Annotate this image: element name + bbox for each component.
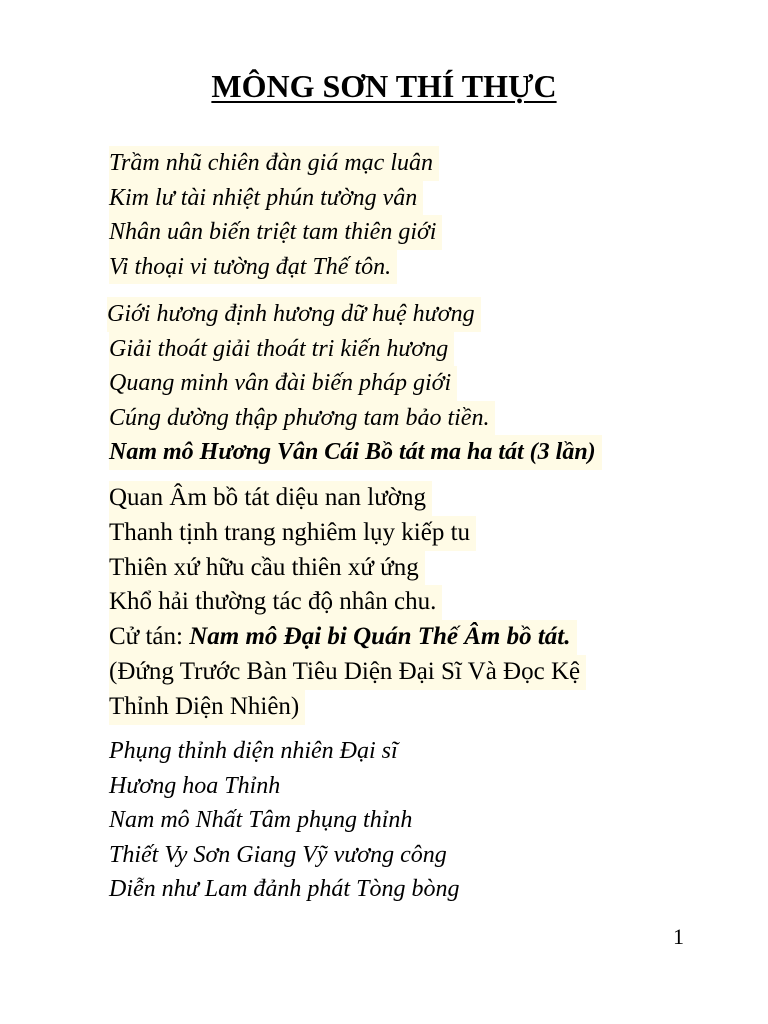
verse-line: Thiết Vy Sơn Giang Vỹ vương công (109, 841, 447, 868)
page-title (0, 68, 768, 105)
stanza-invocation (109, 734, 465, 907)
chant-prefix: Cử tán: (109, 623, 190, 651)
instruction-note-line: Thỉnh Diện Nhiên) (109, 690, 305, 725)
stanza-incense-verse (109, 146, 442, 284)
verse-line: Trầm nhũ chiên đàn giá mạc luân (109, 146, 439, 181)
stanza-precept-incense (109, 297, 602, 470)
verse-line: Kim lư tài nhiệt phún tường vân (109, 181, 423, 216)
verse-line: Thanh tịnh trang nghiêm lụy kiếp tu (109, 516, 476, 551)
chant-line (109, 620, 577, 655)
verse-line: Giới hương định hương dữ huệ hương (107, 297, 481, 332)
verse-line: Phụng thỉnh diện nhiên Đại sĩ (109, 738, 398, 764)
verse-line: Giải thoát giải thoát tri kiến hương (109, 332, 454, 367)
verse-line: Diễn như Lam đảnh phát Tòng bòng (109, 876, 460, 902)
page-title-text: MÔNG SƠN THÍ THỰC (211, 68, 557, 104)
verse-line: Khổ hải thường tác độ nhân chu. (109, 585, 442, 620)
verse-line: Cúng dường thập phương tam bảo tiền. (109, 401, 495, 436)
verse-line: Nhân uân biến triệt tam thiên giới (109, 215, 442, 250)
instruction-note-line: (Đứng Trước Bàn Tiêu Diện Đại Sĩ Và Đọc Kệ (109, 655, 586, 690)
verse-line: Hương hoa Thỉnh (109, 772, 281, 799)
chant-text: Nam mô Đại bi Quán Thế Âm bồ tát. (189, 623, 571, 651)
refrain-line: Nam mô Hương Vân Cái Bồ tát ma ha tát (3 lần) (109, 435, 602, 470)
stanza-quan-am (109, 481, 586, 725)
verse-line: Quang minh vân đài biến pháp giới (109, 366, 457, 401)
verse-line: Nam mô Nhất Tâm phụng thỉnh (109, 807, 413, 833)
page-number: 1 (673, 924, 684, 949)
verse-line: Thiên xứ hữu cầu thiên xứ ứng (109, 551, 425, 586)
verse-line: Quan Âm bồ tát diệu nan lường (109, 481, 432, 516)
verse-line: Vi thoại vi tường đạt Thế tôn. (109, 250, 397, 285)
